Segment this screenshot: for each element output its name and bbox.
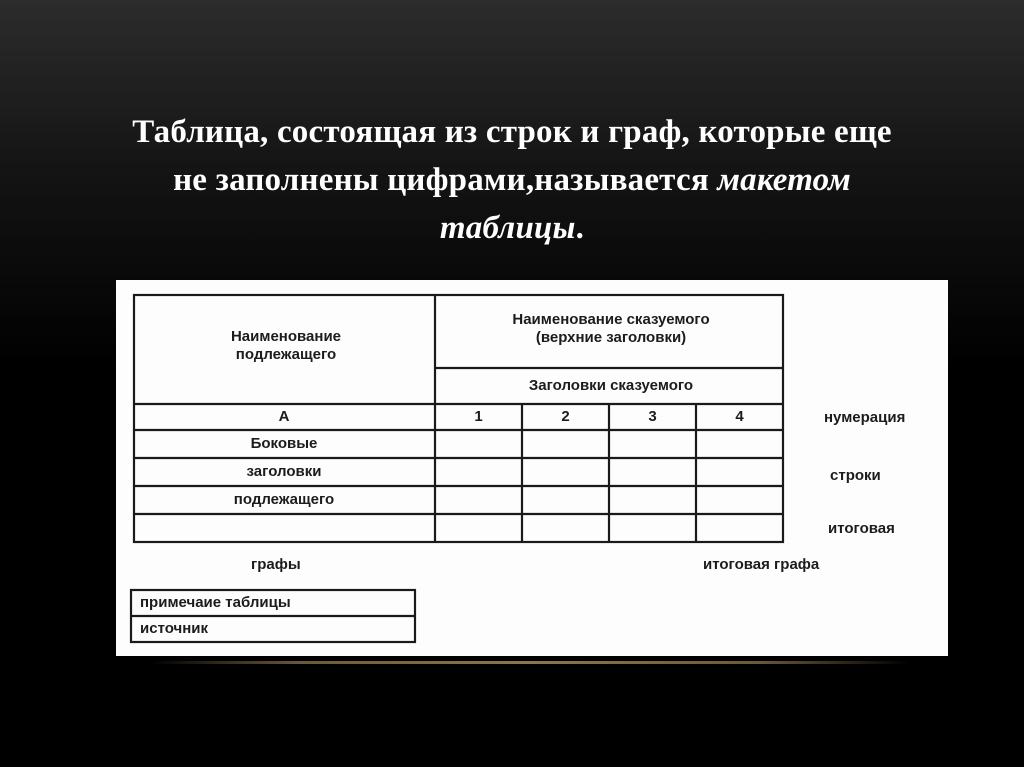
footnote-source: источник xyxy=(140,620,208,637)
footnote-note: примечаие таблицы xyxy=(140,594,291,611)
subject-header xyxy=(191,328,381,364)
figure-shadow-line xyxy=(150,661,910,664)
bottom-label-total-column: итоговая графа xyxy=(703,556,820,573)
title-line-2 xyxy=(40,156,984,204)
title-line-1: Таблица, состоящая из строк и граф, которые еще xyxy=(132,114,892,150)
title-term-maket: макетом xyxy=(717,162,851,198)
title-period: . xyxy=(575,210,585,246)
title-term-tablitsy: таблицы xyxy=(439,210,576,246)
title-line-3 xyxy=(40,204,984,252)
column-number-3: 3 xyxy=(648,408,657,425)
column-number-2: 2 xyxy=(561,408,570,425)
row-label-2: заголовки xyxy=(246,463,322,480)
bottom-label-columns: графы xyxy=(251,556,301,573)
subject-header-line-1: Наименование xyxy=(230,328,342,345)
column-number-a: А xyxy=(278,408,290,425)
table-layout-figure xyxy=(116,280,948,656)
predicate-header xyxy=(441,311,781,347)
column-number-4: 4 xyxy=(735,408,744,425)
predicate-header-line-1: Наименование сказуемого xyxy=(512,311,710,328)
side-label-numbering: нумерация xyxy=(824,409,906,426)
row-label-3: подлежащего xyxy=(233,491,335,508)
row-label-1: Боковые xyxy=(250,435,318,452)
predicate-header-line-2: (верхние заголовки) xyxy=(535,329,687,346)
column-number-1: 1 xyxy=(474,408,483,425)
subject-header-line-2: подлежащего xyxy=(235,346,337,363)
side-label-total-row: итоговая xyxy=(828,520,895,537)
title-line-2-plain: не заполнены цифрами,называется xyxy=(173,162,718,198)
predicate-subheader: Заголовки сказуемого xyxy=(528,377,694,394)
side-label-rows: строки xyxy=(830,467,881,484)
slide-title xyxy=(40,108,984,252)
